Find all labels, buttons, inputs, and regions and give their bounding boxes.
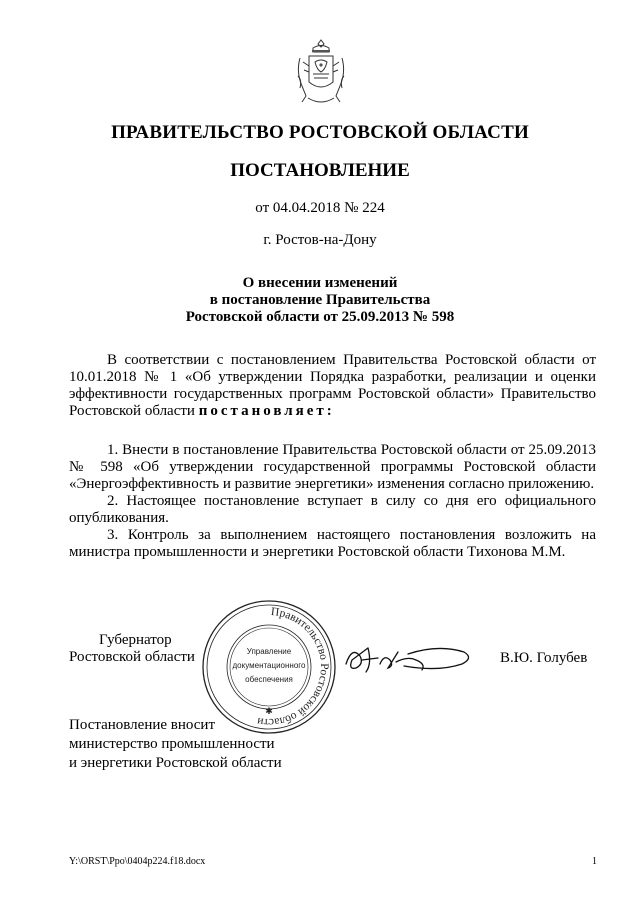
document-date-number: от 04.04.2018 № 224 — [255, 200, 385, 216]
preamble-text: В соответствии с постановлением Правительства Ростовской области от 10.01.2018 № 1 «Об утверждении Порядка разработки, реализации и оценки эффективности государственных программ Ростовской области» Правительство Ростовской области — [69, 352, 596, 419]
decree-word: постановляет: — [198, 403, 335, 419]
organization-title: ПРАВИТЕЛЬСТВО РОСТОВСКОЙ ОБЛАСТИ — [111, 122, 529, 143]
document-city: г. Ростов-на-Дону — [263, 232, 377, 248]
preamble-paragraph — [69, 352, 596, 420]
note-line: и энергетики Ростовской области — [69, 755, 282, 771]
note-line: Постановление вносит — [69, 717, 216, 733]
signatory-title-line: Ростовской области — [69, 649, 195, 665]
handwritten-signature — [338, 634, 478, 682]
signatory-title — [69, 632, 219, 666]
decree-item: 2. Настоящее постановление вступает в силу со дня его официального опубликования. — [69, 493, 596, 526]
subject-line: О внесении изменений — [242, 275, 398, 291]
signatory-title-line: Губернатор — [99, 632, 172, 648]
stamp-star-icon: ✱ — [265, 706, 273, 716]
document-type: ПОСТАНОВЛЕНИЕ — [230, 160, 410, 181]
stamp-center-line: документационного — [232, 661, 306, 670]
subject-line: в постановление Правительства — [209, 292, 431, 308]
stamp-center-line: обеспечения — [245, 675, 293, 684]
stamp-ring-text: Правительство Ростовской области — [256, 605, 331, 729]
note-line: министерство промышленности — [69, 736, 275, 752]
coat-of-arms-emblem — [294, 36, 348, 108]
decree-item: 1. Внести в постановление Правительства Ростовской области от 25.09.2013 № 598 «Об утверждении государственной программы Ростовской области «Энергоэффективность и развитие энергетики» изменения согласно приложению. — [69, 442, 596, 492]
signatory-name: В.Ю. Голубев — [500, 650, 588, 666]
footer-file-path: Y:\ORST\Ppo\0404p224.f18.docx — [69, 856, 206, 867]
subject-line: Ростовской области от 25.09.2013 № 598 — [185, 309, 455, 325]
submission-note — [69, 716, 282, 773]
decree-items — [69, 442, 596, 561]
page-number: 1 — [592, 856, 597, 867]
document-subject — [0, 275, 640, 326]
stamp-center-line: Управление — [246, 647, 292, 656]
decree-item: 3. Контроль за выполнением настоящего постановления возложить на министра промышленности и энергетики Ростовской области Тихонова М.М. — [69, 527, 596, 560]
